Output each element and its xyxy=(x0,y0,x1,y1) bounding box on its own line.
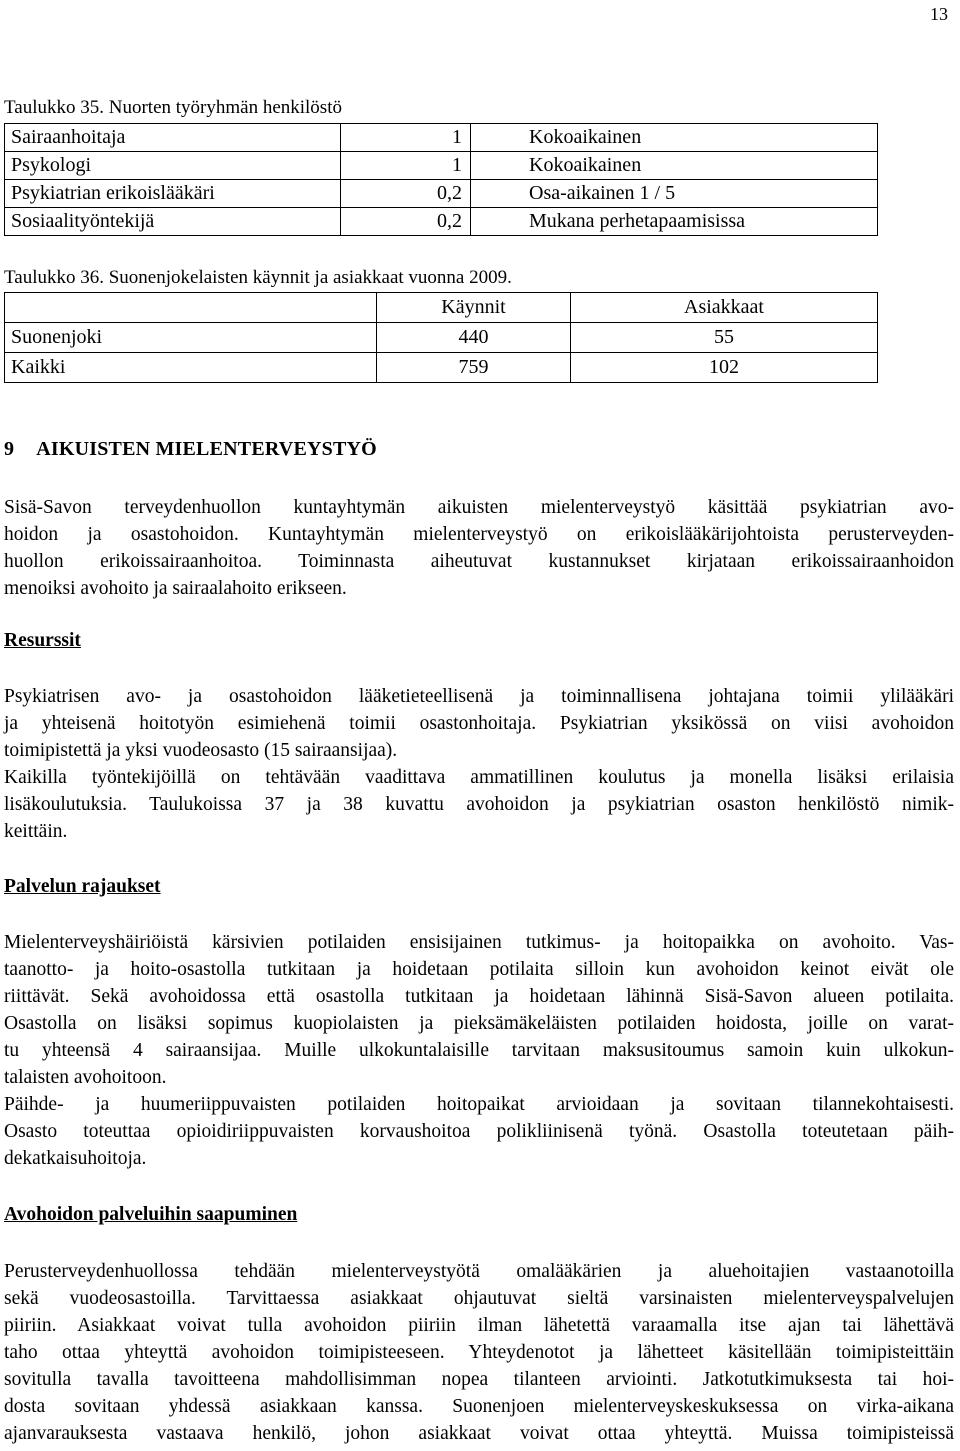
role-cell: Psykiatrian erikoislääkäri xyxy=(5,180,341,208)
text-line: menoiksi avohoito ja sairaalahoito erikseen. xyxy=(4,578,347,599)
text-line: Mielenterveyshäiriöistä kärsivien potilaiden ensisijainen tutkimus- ja hoitopaikka on avohoito. Vas- xyxy=(4,932,954,953)
text-line: Päihde- ja huumeriippuvaisten potilaiden hoitopaikat arvioidaan ja sovitaan tilannekohtaisesti. xyxy=(4,1094,954,1115)
label-cell: Kaikki xyxy=(5,353,377,383)
avohoito-heading: Avohoidon palveluihin saapuminen xyxy=(4,1204,298,1225)
text-line: Psykiatrisen avo- ja osastohoidon lääketieteellisenä ja toiminnallisena johtajana toimii ylilääkäri xyxy=(4,686,954,707)
resurssit-paragraph-2 xyxy=(4,764,954,845)
text-line: hoidon ja osastohoidon. Kuntayhtymän mielenterveystyö on erikoislääkärijohtoista perusterveyden- xyxy=(4,524,954,545)
text-line: sekä vuodeosastoilla. Tarvittaessa asiakkaat ohjautuvat sieltä varsinaisten mielenterveyspalvelujen xyxy=(4,1288,954,1309)
text-line: taho ottaa yhteyttä avohoidon toimipisteeseen. Yhteydenotot ja lähetteet käsitellään toimipisteittäin xyxy=(4,1342,954,1363)
table-row xyxy=(5,353,878,383)
section-title: AIKUISTEN MIELENTERVEYSTYÖ xyxy=(36,438,377,460)
header-cell-empty xyxy=(5,293,377,323)
text-line: Osastolla on lisäksi sopimus kuopiolaisten ja pieksämäkeläisten potilaiden hoidosta, joille on varat- xyxy=(4,1013,954,1034)
text-line: tu yhteensä 4 sairaansijaa. Muille ulkokuntalaisille tarvitaan maksusitoumus samoin kuin ulkokun- xyxy=(4,1040,954,1061)
table-row xyxy=(5,208,878,236)
section-heading xyxy=(4,438,377,461)
text-line: lisäkoulutuksia. Taulukoissa 37 ja 38 kuvattu avohoidon ja psykiatrian osaston henkilöstö nimik- xyxy=(4,794,954,815)
text-line: dosta sovitaan yhdessä asiakkaan kanssa. Suonenjoen mielenterveyskeskuksessa on virka-aikana xyxy=(4,1396,954,1417)
text-line: Osasto toteuttaa opioidiriippuvaisten korvaushoitoa polikliinisenä työnä. Osastolla toteutetaan päih- xyxy=(4,1121,954,1142)
palvelun-paragraph-2 xyxy=(4,1091,954,1172)
text-line: sovitulla tavalla tavoitteena mahdollisimman nopea tilanteen arviointi. Jatkotutkimuksesta tai hoi- xyxy=(4,1369,954,1390)
clients-cell: 102 xyxy=(571,353,878,383)
amount-cell: 0,2 xyxy=(341,208,471,236)
resurssit-heading: Resurssit xyxy=(4,630,81,651)
text-line: Sisä-Savon terveydenhuollon kuntayhtymän aikuisten mielenterveystyö käsittää psykiatrian avo- xyxy=(4,497,954,518)
role-cell: Sosiaalityöntekijä xyxy=(5,208,341,236)
visits-cell: 759 xyxy=(377,353,571,383)
text-line: piiriin. Asiakkaat voivat tulla avohoidon piiriin ilman lähetettä varaamalla itse ajan tai lähettävä xyxy=(4,1315,954,1336)
type-cell: Mukana perhetapaamisissa xyxy=(471,208,878,236)
clients-cell: 55 xyxy=(571,323,878,353)
amount-cell: 1 xyxy=(341,124,471,152)
section-number: 9 xyxy=(4,438,15,460)
table36-caption: Taulukko 36. Suonenjokelaisten käynnit ja asiakkaat vuonna 2009. xyxy=(4,267,512,288)
amount-cell: 1 xyxy=(341,152,471,180)
header-cell-clients: Asiakkaat xyxy=(571,293,878,323)
text-line: taanotto- ja hoito-osastolla tutkitaan ja hoidetaan potilaita silloin kun avohoidon keinot eivät ole xyxy=(4,959,954,980)
role-cell: Psykologi xyxy=(5,152,341,180)
table-row xyxy=(5,124,878,152)
text-line: riittävät. Sekä avohoidossa että osastolla tutkitaan ja hoidetaan lähinnä Sisä-Savon alueen potilaita. xyxy=(4,986,954,1007)
role-cell: Sairaanhoitaja xyxy=(5,124,341,152)
text-line: talaisten avohoitoon. xyxy=(4,1067,167,1088)
text-line: ja yhteisenä hoitotyön esimiehenä toimii osastonhoitaja. Psykiatrian yksikössä on viisi avohoidon xyxy=(4,713,954,734)
text-line: Perusterveydenhuollossa tehdään mielenterveystyötä omalääkärien ja aluehoitajien vastaanotoilla xyxy=(4,1261,954,1282)
type-cell: Kokoaikainen xyxy=(471,124,878,152)
staff-table xyxy=(4,123,878,236)
table-row xyxy=(5,152,878,180)
text-line: toimipistettä ja yksi vuodeosasto (15 sairaansijaa). xyxy=(4,740,398,761)
text-line: keittäin. xyxy=(4,821,68,842)
table-row xyxy=(5,323,878,353)
text-line: dekatkaisuhoitoja. xyxy=(4,1148,147,1169)
visits-table xyxy=(4,292,878,383)
avohoito-paragraph-1 xyxy=(4,1258,954,1447)
table35-caption: Taulukko 35. Nuorten työryhmän henkilöstö xyxy=(4,97,342,118)
text-line: Kaikilla työntekijöillä on tehtävään vaadittava ammatillinen koulutus ja monella lisäksi erilaisia xyxy=(4,767,954,788)
type-cell: Osa-aikainen 1 / 5 xyxy=(471,180,878,208)
text-line: huollon erikoissairaanhoitoa. Toiminnasta aiheutuvat kustannukset kirjataan erikoissairaanhoidon xyxy=(4,551,954,572)
amount-cell: 0,2 xyxy=(341,180,471,208)
intro-paragraph xyxy=(4,494,954,602)
table-row xyxy=(5,180,878,208)
label-cell: Suonenjoki xyxy=(5,323,377,353)
page-number: 13 xyxy=(930,4,948,24)
resurssit-paragraph-1 xyxy=(4,683,954,764)
header-cell-visits: Käynnit xyxy=(377,293,571,323)
visits-cell: 440 xyxy=(377,323,571,353)
type-cell: Kokoaikainen xyxy=(471,152,878,180)
palvelun-heading: Palvelun rajaukset xyxy=(4,876,161,897)
table-header-row xyxy=(5,293,878,323)
palvelun-paragraph-1 xyxy=(4,929,954,1091)
text-line: ajanvarauksesta vastaava henkilö, johon asiakkaat voivat ottaa yhteyttä. Muissa toimipisteissä xyxy=(4,1423,954,1444)
